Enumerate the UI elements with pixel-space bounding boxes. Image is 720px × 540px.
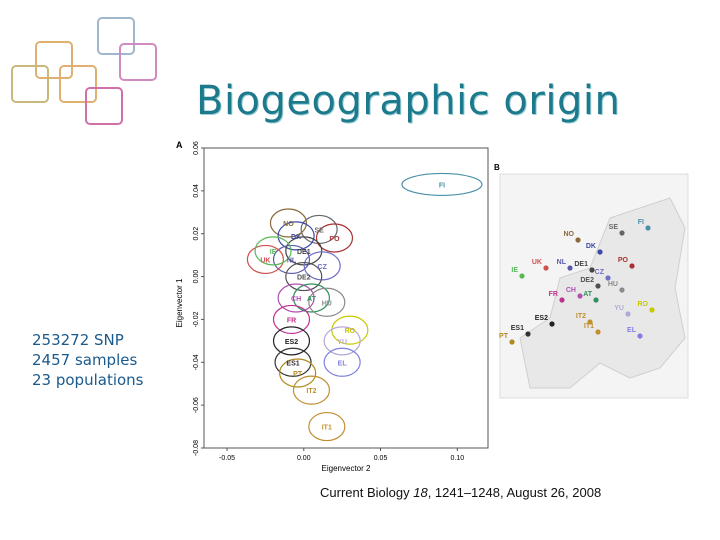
x-tick-label: -0.05 bbox=[219, 455, 236, 462]
region-label: RO bbox=[344, 328, 356, 336]
region-label: IE bbox=[269, 248, 277, 256]
y-tick-label: 0.02 bbox=[193, 226, 200, 241]
map-point bbox=[625, 311, 630, 316]
map-point-label: RO bbox=[637, 301, 648, 308]
y-tick-label: -0.04 bbox=[193, 354, 200, 371]
region-label: IT1 bbox=[321, 424, 332, 432]
map-point-label: DK bbox=[585, 243, 596, 250]
logo-square bbox=[98, 18, 134, 54]
slide-title: Biogeographic origin bbox=[196, 78, 621, 124]
figure bbox=[170, 138, 690, 483]
map-point bbox=[595, 329, 600, 334]
region-contours bbox=[247, 173, 482, 440]
map-point-label: DE2 bbox=[580, 277, 594, 284]
map-point-label: ES1 bbox=[510, 325, 524, 332]
map-point-label: SE bbox=[608, 224, 618, 231]
x-axis-label: Eigenvector 2 bbox=[321, 464, 371, 473]
x-tick-labels bbox=[219, 448, 464, 462]
y-tick-label: 0.04 bbox=[193, 184, 200, 198]
region-label: IT2 bbox=[306, 388, 317, 396]
map-point-label: HU bbox=[607, 281, 618, 288]
map-point-label: IT2 bbox=[575, 313, 586, 320]
map-point-label: PT bbox=[499, 333, 508, 340]
map-point bbox=[549, 321, 554, 326]
dataset-stats bbox=[32, 330, 144, 390]
map-point bbox=[525, 331, 530, 336]
map-point bbox=[593, 297, 598, 302]
map-point bbox=[519, 273, 524, 278]
region-label: PO bbox=[329, 236, 340, 243]
region-labels bbox=[260, 182, 445, 431]
region-label: PT bbox=[293, 371, 303, 378]
y-tick-label: -0.08 bbox=[193, 440, 200, 456]
map-point-label: PO bbox=[617, 257, 628, 264]
stat-snp: 253272 SNP bbox=[32, 331, 124, 349]
map-point bbox=[649, 307, 654, 312]
map-point-label: DE1 bbox=[574, 261, 588, 268]
map-point-label: ES2 bbox=[534, 315, 548, 322]
map-point-label: FI bbox=[637, 219, 644, 226]
map-point bbox=[577, 293, 582, 298]
region-label: FR bbox=[286, 317, 297, 325]
logo-square bbox=[86, 88, 122, 124]
logo-square bbox=[120, 44, 156, 80]
region-label: YU bbox=[337, 338, 348, 346]
citation-volume: 18 bbox=[413, 485, 428, 500]
map-point bbox=[619, 230, 624, 235]
map-point bbox=[597, 249, 602, 254]
map-point-label: YU bbox=[614, 305, 624, 312]
region-label: CH bbox=[291, 296, 302, 303]
map-point-label: IT1 bbox=[583, 323, 594, 330]
map-point-label: NL bbox=[556, 259, 566, 266]
panel-a-label: A bbox=[176, 140, 183, 150]
panel-b-label: B bbox=[494, 163, 500, 172]
region-label: SE bbox=[314, 227, 324, 235]
map-point-label: NO bbox=[563, 231, 574, 238]
map-point-label: CZ bbox=[594, 269, 604, 276]
y-tick-label: 0.06 bbox=[193, 141, 200, 155]
map-point bbox=[637, 333, 642, 338]
region-label: UK bbox=[260, 257, 271, 265]
x-tick-label: 0.10 bbox=[450, 455, 465, 462]
stat-samples: 2457 samples bbox=[32, 351, 138, 369]
x-tick-label: 0.05 bbox=[373, 455, 388, 462]
region-label: NO bbox=[283, 221, 294, 228]
y-tick-labels bbox=[193, 141, 204, 456]
region-label: EL bbox=[337, 360, 347, 368]
stat-populations: 23 populations bbox=[32, 371, 144, 389]
x-tick-label: 0.00 bbox=[296, 455, 311, 462]
region-label: NL bbox=[286, 257, 297, 265]
logo-squares bbox=[0, 0, 170, 140]
citation-rest: , 1241–1248, August 26, 2008 bbox=[427, 485, 602, 500]
map-point-label: FR bbox=[548, 291, 558, 298]
region-label: HU bbox=[321, 300, 332, 308]
y-tick-label: 0.00 bbox=[193, 269, 200, 284]
map-point bbox=[509, 339, 514, 344]
map-point bbox=[559, 297, 564, 302]
map-point bbox=[619, 287, 624, 292]
region-label: AT bbox=[307, 296, 316, 303]
map-point bbox=[575, 237, 580, 242]
map-point bbox=[605, 275, 610, 280]
region-label: DK bbox=[291, 233, 302, 241]
map-point-label: UK bbox=[531, 259, 542, 266]
y-tick-label: -0.06 bbox=[193, 397, 200, 414]
map-point-label: IE bbox=[511, 267, 518, 274]
logo-square bbox=[60, 66, 96, 102]
map-point bbox=[629, 263, 634, 268]
region-label: ES2 bbox=[284, 338, 299, 346]
map-point-label: AT bbox=[583, 291, 592, 298]
region-label: DE2 bbox=[296, 274, 311, 282]
region-label: DE1 bbox=[296, 248, 311, 256]
logo-square bbox=[12, 66, 48, 102]
y-axis-label: Eigenvector 1 bbox=[175, 278, 184, 328]
region-label: ES1 bbox=[286, 360, 300, 368]
citation bbox=[320, 485, 601, 500]
region-label: FI bbox=[438, 182, 446, 190]
map-point bbox=[567, 265, 572, 270]
map-point bbox=[645, 225, 650, 230]
region-label: CZ bbox=[317, 263, 327, 271]
y-tick-label: -0.02 bbox=[193, 311, 200, 328]
logo-square bbox=[36, 42, 72, 78]
panel-a-frame bbox=[204, 148, 488, 448]
map-point bbox=[543, 265, 548, 270]
map-point-label: CH bbox=[565, 287, 576, 294]
map-point bbox=[595, 283, 600, 288]
citation-journal: Current Biology bbox=[320, 485, 414, 500]
map-point-label: EL bbox=[627, 327, 636, 334]
